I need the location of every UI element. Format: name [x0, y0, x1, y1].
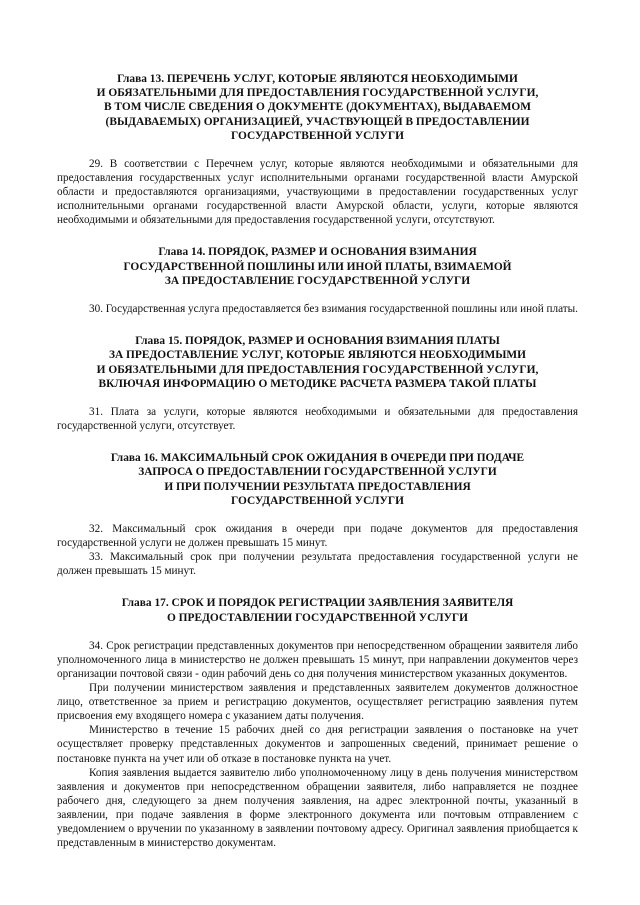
heading-line: ГОСУДАРСТВЕННОЙ УСЛУГИ	[231, 494, 404, 507]
chapter-13-heading	[69, 72, 566, 143]
paragraph-31: 31. Плата за услуги, которые являются необходимыми и обязательными для предоставления государственной услуги, отсутствует.	[57, 406, 578, 433]
paragraph-30: 30. Государственная услуга предоставляется без взимания государственной пошлины или иной платы.	[89, 303, 578, 316]
heading-line: И ОБЯЗАТЕЛЬНЫМИ ДЛЯ ПРЕДОСТАВЛЕНИЯ ГОСУДАРСТВЕННОЙ УСЛУГИ,	[96, 87, 539, 100]
heading-line: ЗА ПРЕДОСТАВЛЕНИЕ ГОСУДАРСТВЕННОЙ УСЛУГИ	[164, 274, 471, 287]
heading-line: О ПРЕДОСТАВЛЕНИИ ГОСУДАРСТВЕННОЙ УСЛУГИ	[166, 611, 469, 624]
paragraph-33: 33. Максимальный срок при получении результата предоставления государственной услуги не должен превышать 15 минут.	[57, 551, 578, 578]
chapter-17-heading	[69, 596, 566, 624]
heading-line: ВКЛЮЧАЯ ИНФОРМАЦИЮ О МЕТОДИКЕ РАСЧЕТА РАЗМЕРА ТАКОЙ ПЛАТЫ	[98, 377, 537, 390]
heading-line: И ПРИ ПОЛУЧЕНИИ РЕЗУЛЬТАТА ПРЕДОСТАВЛЕНИЯ	[164, 480, 471, 493]
paragraph-34: 34. Срок регистрации представленных документов при непосредственном обращении заявителя либо уполномоченного лица в министерство не должен превышать 15 минут, при направлении документов через организации почтовой связи - один рабочий день со дня получения министерством указанных документов.	[57, 639, 578, 680]
paragraph-29: 29. В соответствии с Перечнем услуг, которые являются необходимыми и обязательными для предоставления государственных услуг исполнительными органами государственной власти Амурской области и предоставляются организациями, участвующими в предоставлении государственных услуг исполнительными органами государственной власти Амурской области, услуги, которые являются необходимыми и обязательными для предоставления государственной услуги, отсутствуют.	[57, 158, 578, 227]
heading-line: Глава 16. МАКСИМАЛЬНЫЙ СРОК ОЖИДАНИЯ В ОЧЕРЕДИ ПРИ ПОДАЧЕ	[110, 452, 525, 465]
paragraph-32: 32. Максимальный срок ожидания в очереди при подаче документов для предоставления государственной услуги не должен превышать 15 минут.	[57, 523, 578, 550]
heading-line: В ТОМ ЧИСЛЕ СВЕДЕНИЯ О ДОКУМЕНТЕ (ДОКУМЕНТАХ), ВЫДАВАЕМОМ	[103, 101, 532, 114]
paragraph-34-review: Министерство в течение 15 рабочих дней со дня регистрации заявления о постановке на учет осуществляет проверку представленных документов и запрошенных сведений, принимает решение о постановке пункта на учет или об отказе в постановке пункта на учет.	[57, 724, 578, 765]
heading-line: (ВЫДАВАЕМЫХ) ОРГАНИЗАЦИЕЙ, УЧАСТВУЮЩЕЙ В ПРЕДОСТАВЛЕНИИ	[105, 115, 530, 128]
heading-line: ЗАПРОСА О ПРЕДОСТАВЛЕНИИ ГОСУДАРСТВЕННОЙ УСЛУГИ	[138, 466, 497, 479]
chapter-16-heading	[69, 451, 566, 508]
heading-line: Глава 17. СРОК И ПОРЯДОК РЕГИСТРАЦИИ ЗАЯВЛЕНИЯ ЗАЯВИТЕЛЯ	[121, 597, 514, 610]
paragraph-34-registration: При получении министерством заявления и представленных заявителем документов должностное лицо, ответственное за прием и регистрацию документов, осуществляет регистрацию заявления путем присвоения ему входящего номера с указанием даты получения.	[57, 682, 578, 723]
heading-line: Глава 13. ПЕРЕЧЕНЬ УСЛУГ, КОТОРЫЕ ЯВЛЯЮТСЯ НЕОБХОДИМЫМИ	[117, 73, 518, 85]
heading-line: ГОСУДАРСТВЕННОЙ УСЛУГИ	[231, 129, 404, 142]
chapter-14-heading	[69, 245, 566, 288]
heading-line: Глава 14. ПОРЯДОК, РАЗМЕР И ОСНОВАНИЯ ВЗИМАНИЯ	[158, 246, 477, 259]
chapter-15-heading	[69, 334, 566, 391]
heading-line: ЗА ПРЕДОСТАВЛЕНИЕ УСЛУГ, КОТОРЫЕ ЯВЛЯЮТСЯ НЕОБХОДИМЫМИ	[108, 349, 527, 362]
heading-line: Глава 15. ПОРЯДОК, РАЗМЕР И ОСНОВАНИЯ ВЗИМАНИЯ ПЛАТЫ	[135, 335, 500, 348]
paragraph-34-copy: Копия заявления выдается заявителю либо уполномоченному лицу в день получения министерством заявления и документов при непосредственном обращении заявителя, либо направляется не позднее рабочего дня, следующего за днем получения заявления, на адрес электронной почты, указанный в заявлении, при подаче заявления в форме электронного документа или почтовым отправлением с уведомлением о вручении по указанному в заявлении почтовому адресу. Оригинал заявления приобщается к представленным в министерство документам.	[57, 766, 578, 850]
heading-line: ГОСУДАРСТВЕННОЙ ПОШЛИНЫ ИЛИ ИНОЙ ПЛАТЫ, ВЗИМАЕМОЙ	[123, 260, 512, 273]
heading-line: И ОБЯЗАТЕЛЬНЫМИ ДЛЯ ПРЕДОСТАВЛЕНИЯ ГОСУДАРСТВЕННОЙ УСЛУГИ,	[96, 363, 539, 376]
